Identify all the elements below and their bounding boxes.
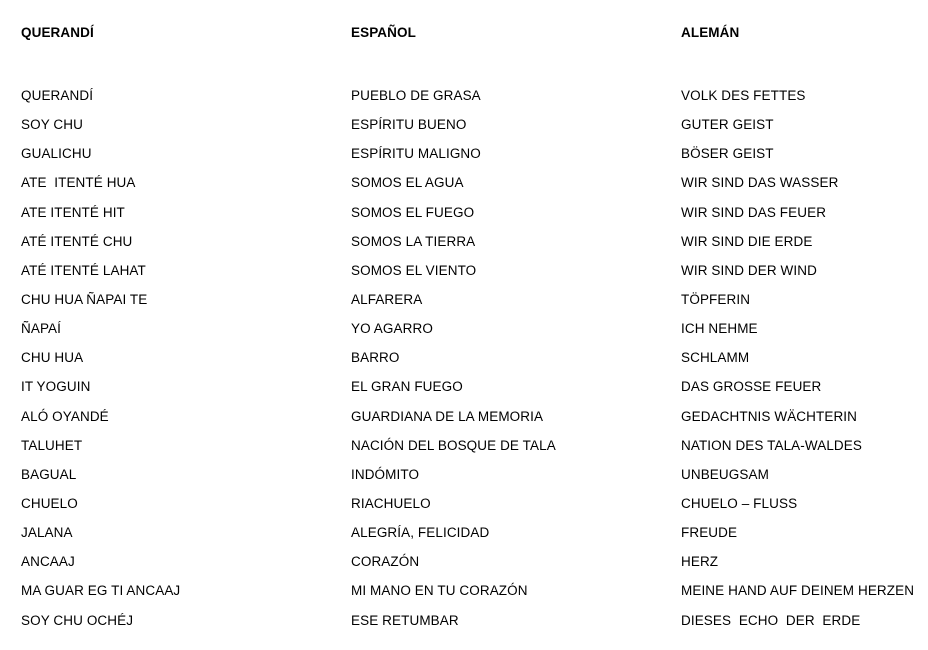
- cell-querandi: ANCAAJ: [21, 554, 75, 570]
- cell-espanol: SOMOS EL FUEGO: [351, 204, 475, 220]
- column-header-querandi: QUERANDÍ: [21, 24, 94, 40]
- table-row: [21, 285, 921, 314]
- cell-espanol: SOMOS EL AGUA: [351, 175, 464, 191]
- cell-querandi: ATE ITENTÉ HIT: [21, 204, 125, 220]
- cell-querandi: ATÉ ITENTÉ CHU: [21, 233, 133, 249]
- cell-aleman: BÖSER GEIST: [681, 146, 774, 162]
- cell-aleman: VOLK DES FETTES: [681, 88, 806, 104]
- cell-espanol: ALFARERA: [351, 292, 423, 308]
- cell-querandi: SOY CHU OCHÉJ: [21, 612, 134, 628]
- cell-espanol: ALEGRÍA, FELICIDAD: [351, 525, 490, 541]
- table-row: [21, 431, 921, 460]
- cell-aleman: GEDACHTNIS WÄCHTERIN: [681, 408, 858, 424]
- cell-espanol: RIACHUELO: [351, 496, 431, 512]
- column-header-aleman: ALEMÁN: [681, 24, 740, 40]
- cell-aleman: ICH NEHME: [681, 321, 758, 337]
- cell-querandi: QUERANDÍ: [21, 88, 94, 104]
- table-row: [21, 81, 921, 110]
- cell-querandi: IT YOGUIN: [21, 379, 91, 395]
- cell-espanol: BARRO: [351, 350, 400, 366]
- cell-espanol: ESE RETUMBAR: [351, 612, 459, 628]
- cell-querandi: ALÓ OYANDÉ: [21, 408, 109, 424]
- cell-espanol: SOMOS LA TIERRA: [351, 233, 476, 249]
- cell-querandi: CHU HUA: [21, 350, 84, 366]
- cell-aleman: DIESES ECHO DER ERDE: [681, 612, 861, 628]
- cell-aleman: DAS GROSSE FEUER: [681, 379, 822, 395]
- cell-aleman: WIR SIND DAS WASSER: [681, 175, 839, 191]
- cell-aleman: NATION DES TALA-WALDES: [681, 437, 862, 453]
- cell-espanol: INDÓMITO: [351, 466, 420, 482]
- cell-querandi: ATE ITENTÉ HUA: [21, 175, 136, 191]
- cell-aleman: WIR SIND DAS FEUER: [681, 204, 827, 220]
- table-row: [21, 110, 921, 139]
- table-row: [21, 168, 921, 197]
- cell-aleman: FREUDE: [681, 525, 738, 541]
- cell-querandi: BAGUAL: [21, 466, 77, 482]
- glossary-table: [21, 22, 921, 635]
- table-row: [21, 606, 921, 635]
- cell-querandi: MA GUAR EG TI ANCAAJ: [21, 583, 181, 599]
- cell-querandi: GUALICHU: [21, 146, 92, 162]
- cell-querandi: CHUELO: [21, 496, 78, 512]
- cell-aleman: UNBEUGSAM: [681, 466, 769, 482]
- cell-espanol: SOMOS EL VIENTO: [351, 262, 477, 278]
- table-row: [21, 227, 921, 256]
- cell-espanol: NACIÓN DEL BOSQUE DE TALA: [351, 437, 556, 453]
- cell-aleman: CHUELO – FLUSS: [681, 496, 798, 512]
- column-header-espanol: ESPAÑOL: [351, 24, 416, 40]
- cell-espanol: CORAZÓN: [351, 554, 420, 570]
- cell-aleman: GUTER GEIST: [681, 117, 774, 133]
- cell-espanol: YO AGARRO: [351, 321, 433, 337]
- header-row: [21, 22, 921, 42]
- table-row: [21, 343, 921, 372]
- table-row: [21, 372, 921, 401]
- cell-espanol: ESPÍRITU BUENO: [351, 117, 467, 133]
- cell-espanol: GUARDIANA DE LA MEMORIA: [351, 408, 544, 424]
- table-row: [21, 547, 921, 576]
- cell-espanol: EL GRAN FUEGO: [351, 379, 463, 395]
- cell-espanol: MI MANO EN TU CORAZÓN: [351, 583, 528, 599]
- table-row: [21, 518, 921, 547]
- table-row: [21, 139, 921, 168]
- table-row: [21, 460, 921, 489]
- cell-aleman: WIR SIND DIE ERDE: [681, 233, 813, 249]
- cell-aleman: SCHLAMM: [681, 350, 750, 366]
- cell-aleman: HERZ: [681, 554, 719, 570]
- table-row: [21, 314, 921, 343]
- cell-aleman: WIR SIND DER WIND: [681, 262, 817, 278]
- cell-querandi: ATÉ ITENTÉ LAHAT: [21, 262, 146, 278]
- cell-aleman: MEINE HAND AUF DEINEM HERZEN: [681, 583, 915, 599]
- cell-querandi: JALANA: [21, 525, 73, 541]
- cell-querandi: SOY CHU: [21, 117, 83, 133]
- cell-espanol: ESPÍRITU MALIGNO: [351, 146, 481, 162]
- cell-querandi: CHU HUA ÑAPAI TE: [21, 292, 148, 308]
- table-row: [21, 402, 921, 431]
- table-body: [21, 81, 921, 635]
- table-row: [21, 198, 921, 227]
- cell-querandi: ÑAPAÍ: [21, 321, 62, 337]
- cell-querandi: TALUHET: [21, 437, 83, 453]
- cell-aleman: TÖPFERIN: [681, 292, 751, 308]
- table-row: [21, 576, 921, 605]
- table-row: [21, 256, 921, 285]
- cell-espanol: PUEBLO DE GRASA: [351, 88, 481, 104]
- table-row: [21, 489, 921, 518]
